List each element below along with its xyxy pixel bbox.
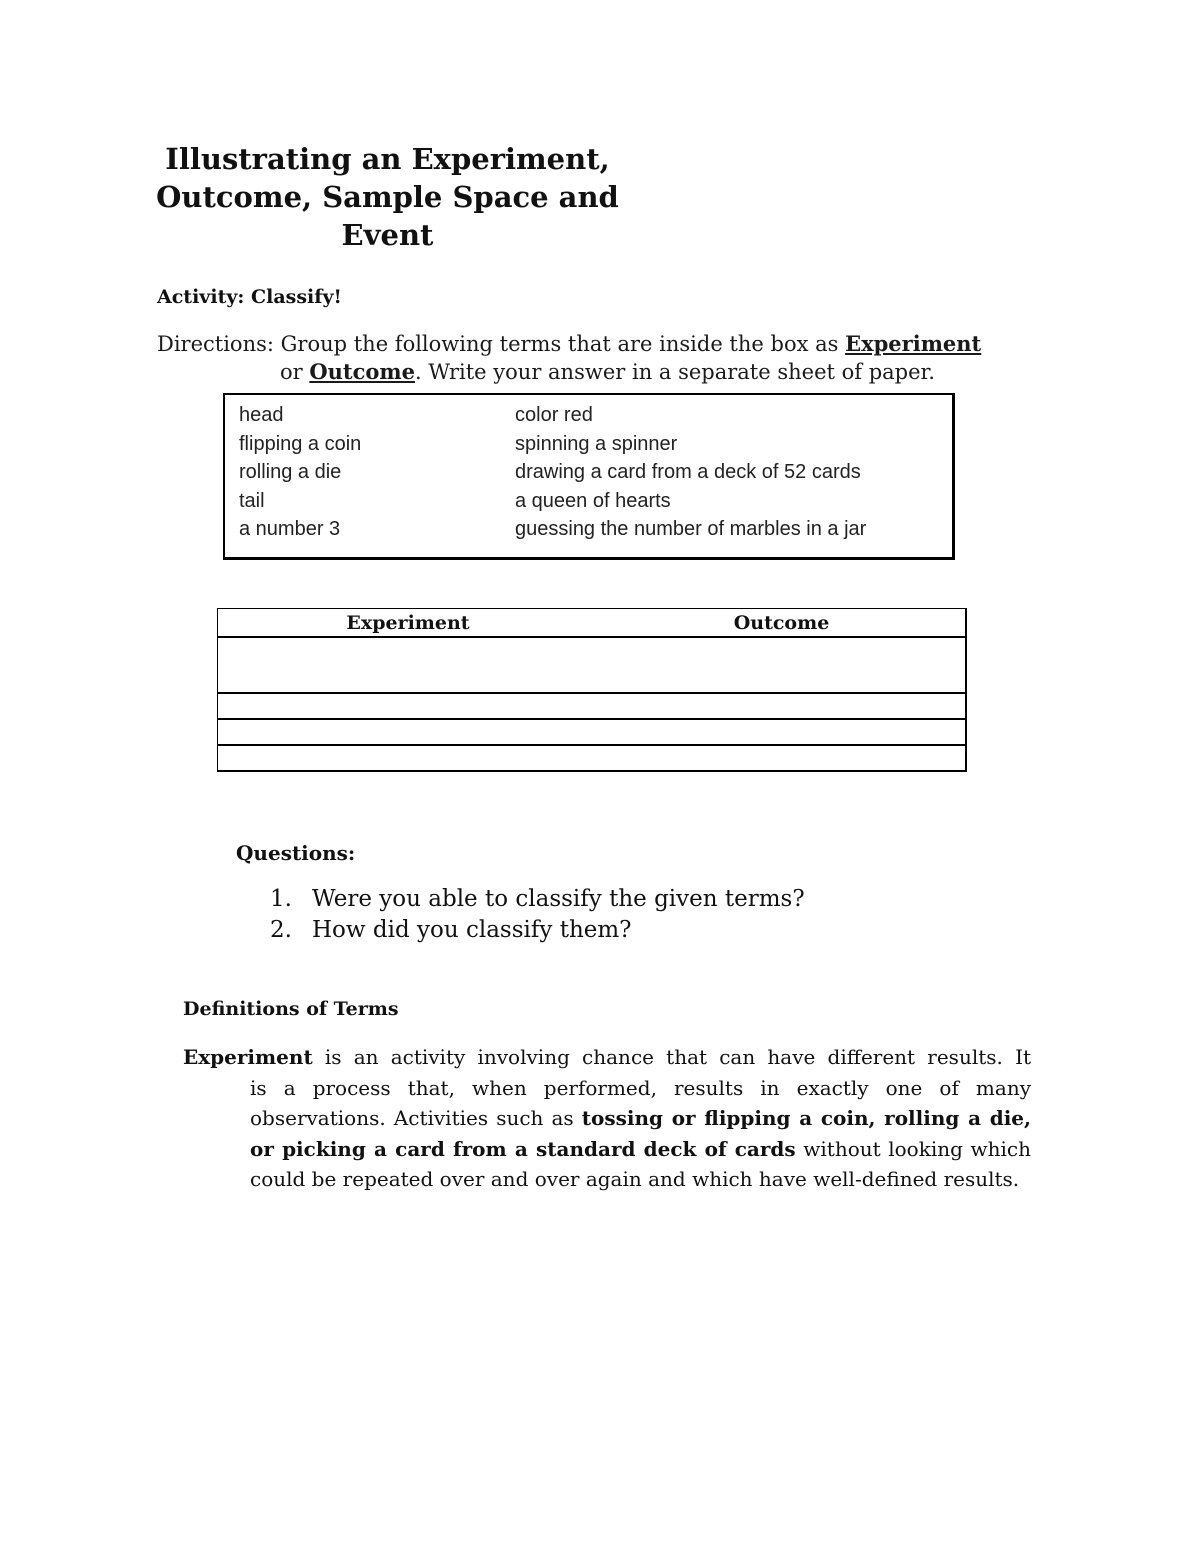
table-cell[interactable] (218, 693, 599, 719)
header-outcome: Outcome (598, 609, 966, 638)
directions-line-2 (157, 358, 1037, 386)
term-item: color red (515, 404, 593, 426)
question-number: 2. (270, 917, 292, 943)
title-line-3: Event (341, 218, 434, 252)
term-item: spinning a spinner (515, 432, 678, 455)
directions-outcome: Outcome (309, 359, 415, 384)
activity-heading: Activity: Classify! (157, 286, 342, 308)
directions (157, 330, 1037, 386)
definition-text-first: is an activity involving chance that can have different results. It (312, 1045, 1031, 1069)
table-cell[interactable] (598, 637, 966, 693)
term-item: rolling a die (239, 461, 342, 483)
directions-text-1: Directions: Group the following terms that are inside the box as (157, 332, 846, 356)
directions-text-3: . Write your answer in a separate sheet of paper. (415, 360, 935, 384)
terms-column-left (239, 401, 361, 544)
list-item (270, 884, 805, 915)
terms-column-right (515, 401, 866, 544)
definitions-heading: Definitions of Terms (183, 998, 399, 1020)
table-cell[interactable] (218, 719, 599, 745)
definition-body (183, 1073, 1031, 1195)
table-cell[interactable] (598, 745, 966, 771)
title-line-2: Outcome, Sample Space and (156, 180, 619, 214)
term-item: flipping a coin (239, 432, 362, 455)
question-text: Were you able to classify the given terms? (312, 886, 805, 912)
directions-text-2: or (280, 360, 310, 384)
answer-table (217, 608, 967, 772)
definition-examples: tossing or flipping a coin, rolling a die, or picking a card from a standard deck of cards (250, 1106, 1031, 1161)
questions-list (270, 884, 805, 946)
list-item (270, 915, 805, 946)
definition-text-1: is a process that, when performed, results in exactly one of many observations. Activities such as (250, 1075, 1031, 1130)
page-title (140, 140, 635, 254)
questions-heading: Questions: (236, 841, 356, 865)
definition-first-line (183, 1042, 1031, 1073)
term-item: guessing the number of marbles in a jar (515, 518, 867, 540)
definition-term: Experiment (183, 1045, 313, 1069)
term-item: head (239, 404, 284, 426)
definition-experiment (183, 1042, 1031, 1195)
definition-text-2: without looking which could be repeated over and over again and which have well-defined results. (250, 1136, 1031, 1191)
table-row (218, 637, 967, 693)
term-item: tail (239, 489, 265, 512)
terms-box (223, 393, 955, 560)
directions-experiment: Experiment (845, 331, 982, 356)
table-cell[interactable] (598, 693, 966, 719)
table-row (218, 745, 967, 771)
table-header-row (218, 609, 967, 638)
table-cell[interactable] (218, 637, 599, 693)
term-item: drawing a card from a deck of 52 cards (515, 461, 861, 483)
question-text: How did you classify them? (312, 917, 632, 943)
term-item: a number 3 (239, 518, 341, 540)
table-cell[interactable] (598, 719, 966, 745)
title-line-1: Illustrating an Experiment, (165, 142, 610, 176)
table-row (218, 693, 967, 719)
question-number: 1. (270, 886, 292, 912)
header-experiment: Experiment (218, 609, 599, 638)
table-row (218, 719, 967, 745)
table-cell[interactable] (218, 745, 599, 771)
term-item: a queen of hearts (515, 489, 671, 512)
